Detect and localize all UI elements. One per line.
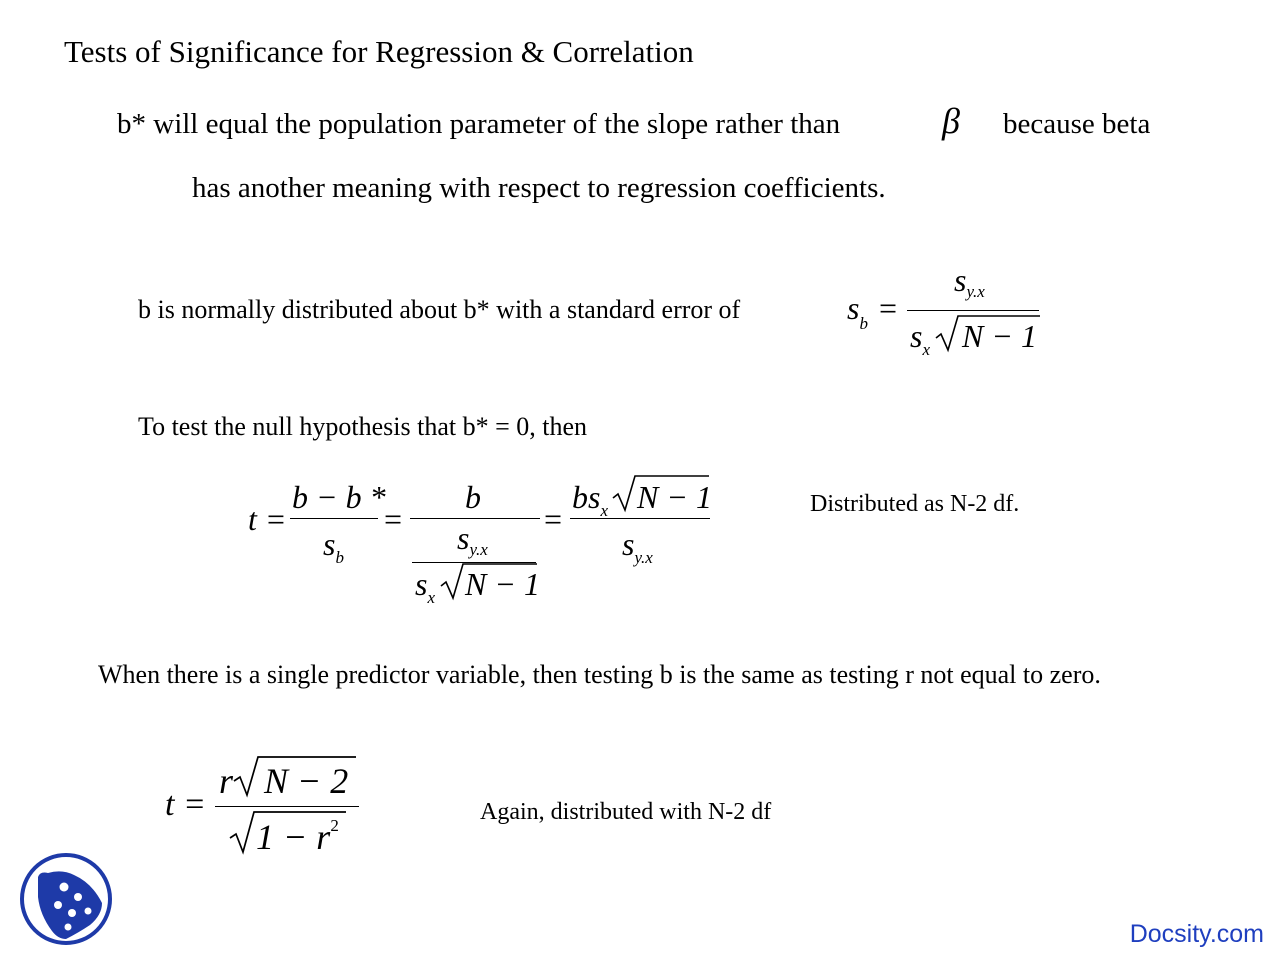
se-equals: = [879,290,898,326]
t2-numerator-radicand: N − 2 [264,761,349,801]
t1-fraction1-numerator: b − b * [292,479,386,515]
t1-fraction2-bar [410,518,540,519]
beta-sentence-tail: because beta [1003,108,1151,140]
t1-fraction2-numerator: b [465,479,481,515]
brand-name: Docsity [1129,920,1210,948]
t1-lhs: t = [248,501,287,537]
se-numerator: sy.x [954,262,985,301]
t2-lhs: t = [165,786,206,823]
t1-equals-2: = [384,501,403,537]
beta-symbol: β [942,101,960,141]
docsity-logo-icon[interactable] [18,851,114,947]
se-lhs: $s_b$ [847,290,868,333]
t2-numerator-r: r [219,761,234,801]
beta-sentence-part2: has another meaning with respect to regression coefficients. [192,172,886,204]
t1-fraction3-radicand: N − 1 [637,479,712,515]
t2-denominator-radicand: $1 - r^2$ [256,816,339,857]
t2-fraction-bar [215,806,359,807]
se-denominator-radicand: N − 1 [962,318,1037,354]
df-note: Distributed as N-2 df. [810,491,1020,517]
t1-fraction3-denominator: $s_{y.x}$ [622,526,653,567]
docsity-brand-link[interactable] [1130,920,1264,949]
again-note: Again, distributed with N-2 df [480,799,772,825]
se-fraction-bar [907,310,1039,311]
t1-fraction1-denominator: $s_b$ [323,526,344,567]
standard-error-text: b is normally distributed about b* with a standard error of [138,295,741,324]
t1-fraction2-inner-numerator: sy.x [457,520,488,559]
t1-fraction3-bar [570,518,710,519]
t1-equals-3: = [544,501,563,537]
null-hypothesis-text: To test the null hypothesis that b* = 0, then [138,412,588,441]
t1-fraction3-numerator: $bs_x$ [572,479,608,520]
t1-fraction2-inner-denominator-s: $s_x$ [415,566,435,607]
t1-fraction2-radicand: N − 1 [465,566,540,602]
single-predictor-text: When there is a single predictor variable, then testing b is the same as testing r not equal to zero. [98,660,1101,689]
slide-title: Tests of Significance for Regression & Correlation [64,34,694,69]
t1-fraction1-bar [290,518,378,519]
brand-domain: .com [1209,920,1264,948]
se-denominator-s: $s_x$ [910,318,930,359]
beta-sentence-part1: b* will equal the population parameter of the slope rather than [117,108,841,140]
